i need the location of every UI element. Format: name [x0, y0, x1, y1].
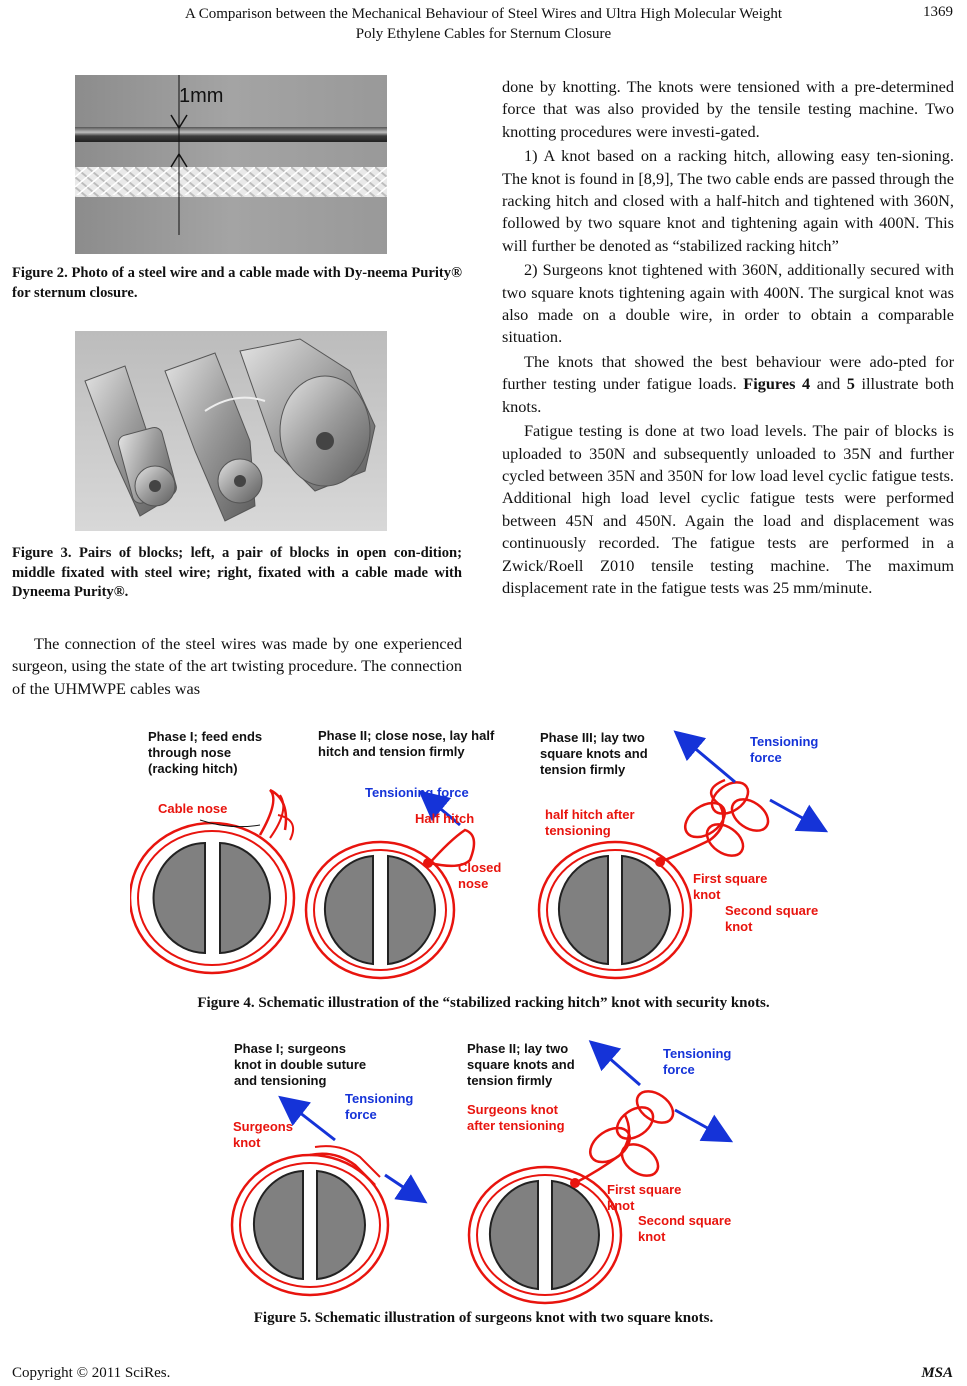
fig5-first-square-l1: First square [607, 1182, 682, 1197]
right-paragraph-3 [502, 351, 954, 418]
fig5-phase2-l1: Phase II; lay two [467, 1041, 569, 1056]
fig4-half-hitch-after-l2: tensioning [545, 823, 611, 838]
fig5-tensioning1-l2: force [345, 1107, 377, 1122]
fig5-tensioning1-l1: Tensioning [345, 1091, 414, 1106]
fig4-tensioning3-l1: Tensioning [750, 734, 819, 749]
fig5-surgeons-after-l2: after tensioning [467, 1118, 565, 1133]
fig5-phase1-l3: and tensioning [234, 1073, 327, 1088]
fig5-tensioning2-l2: force [663, 1062, 695, 1077]
right-column-text [502, 76, 954, 599]
fig5-second-square-l2: knot [638, 1229, 666, 1244]
p3-text-a: The knots that showed the best behaviour were ado-pted for further testing under fatigue loads. [502, 351, 954, 394]
fig5-first-square-l2: knot [607, 1198, 635, 1213]
left-column-text [12, 633, 462, 700]
figure-4-caption: Figure 4. Schematic illustration of the “stabilized racking hitch” knot with security knots. [197, 995, 770, 1011]
fig4-phase1-l3: (racking hitch) [148, 761, 238, 776]
figure-4-diagram [130, 720, 830, 990]
fig4-phase3-l3: tension firmly [540, 762, 626, 777]
right-paragraph-4: Fatigue testing is done at two load levels. The pair of blocks is uploaded to 350N and subsequently unloaded to 35N and further cycled between 35N and 350N for low load level cyclic fatigue tests. Additional high load level cyclic fatigue tests were performed between 45N and 450N. Again the load and displacement was continuously recorded. The fatigue tests are performed in a Zwick/Roell Z010 tensile testing machine. The maximum displacement rate in the fatigue tests was 25 mm/minute. [502, 421, 954, 597]
fig4-second-square-l1: Second square [725, 903, 819, 918]
fig5-phase2-l3: tension firmly [467, 1073, 553, 1088]
fig5-surgeons-knot-l1: Surgeons [233, 1119, 293, 1134]
fig5-phase2-l2: square knots and [467, 1057, 575, 1072]
sternum-left-half [154, 843, 205, 953]
fig4-half-hitch-after-l1: half hitch after [545, 807, 635, 822]
fig4-phase2-l2: hitch and tension firmly [318, 744, 465, 759]
sternum-right-half [220, 843, 270, 953]
scale-label: 1mm [179, 85, 224, 107]
fig4-closed-nose-l1: Closed [458, 860, 502, 875]
right-paragraph-2: 2) Surgeons knot tightened with 360N, additionally secured with two square knots tightening again with 400N. The surgical knot was also made on a double wire, in order to obtain a comparable situation. [502, 260, 954, 347]
fig5-phase1-l2: knot in double suture [234, 1057, 367, 1072]
left-paragraph: The connection of the steel wires was made by one experienced surgeon, using the state of the art twisting procedure. The connection of the UHMWPE cables was [12, 634, 462, 698]
figure-2-caption: Figure 2. Photo of a steel wire and a cable made with Dy-neema Purity® for sternum closure. [12, 265, 462, 301]
right-paragraph-1: 1) A knot based on a racking hitch, allowing easy ten-sioning. The knot is found in [8,9], The two cable ends are passed through the racking hitch and closed with a half-hitch and tightened with 360N, followed by two square knot and tightening again with 400N. This will further be denoted as “stabilized racking hitch” [502, 146, 954, 255]
fig4-second-square-l2: knot [725, 919, 753, 934]
figure-2-photo [75, 75, 387, 254]
figure-5-diagram [225, 1035, 765, 1305]
fig5-surgeons-knot-l2: knot [233, 1135, 261, 1150]
fig4-cable-nose: Cable nose [158, 801, 228, 816]
figure-5-caption: Figure 5. Schematic illustration of surgeons knot with two square knots. [253, 1310, 714, 1326]
fig5-surgeons-after-l1: Surgeons knot [467, 1102, 559, 1117]
header-line-2: Poly Ethylene Cables for Sternum Closure [355, 26, 612, 42]
fig4-half-hitch: Half hitch [415, 811, 475, 826]
fig4-phase3-l2: square knots and [540, 746, 648, 761]
right-paragraph-0: done by knotting. The knots were tensioned with a pre-determined force that was also provided by the tensile testing machine. Two knotting procedures were investi-gated. [502, 77, 954, 141]
fig4-closed-nose-l2: nose [458, 876, 489, 891]
copyright: Copyright © 2011 SciRes. [12, 1365, 171, 1381]
fig4-phase2-l1: Phase II; close nose, lay half [318, 728, 495, 743]
fig5-tensioning2-l1: Tensioning [663, 1046, 732, 1061]
fig4-panel-1 [130, 790, 294, 973]
page-number: 1369 [923, 4, 953, 20]
p3-text-b: illustrate both knots. [502, 374, 954, 416]
fig4-tensioning3-l2: force [750, 750, 782, 765]
fig4-first-square-l1: First square [693, 871, 768, 886]
fig4-phase1-l1: Phase I; feed ends [148, 729, 263, 744]
fig5-phase1-l1: Phase I; surgeons [234, 1041, 346, 1056]
journal-abbrev: MSA [921, 1365, 953, 1381]
figure-5-ref[interactable]: 5 [846, 374, 855, 394]
fig4-tensioning-force: Tensioning force [365, 785, 469, 800]
fig4-first-square-l2: knot [693, 887, 721, 902]
figure-3-caption: Figure 3. Pairs of blocks; left, a pair of blocks in open con-dition; middle fixated with steel wire; right, fixated with a cable made with Dyneema Purity®. [12, 545, 462, 601]
figure-3-photo [75, 331, 387, 531]
fig4-phase1-l2: through nose [148, 745, 232, 760]
fig4-panel-2 [306, 800, 474, 978]
p3-text-and: and [810, 374, 847, 394]
fig5-second-square-l1: Second square [638, 1213, 732, 1228]
header-line-1: A Comparison between the Mechanical Behaviour of Steel Wires and Ultra High Molecular Weight [184, 6, 783, 22]
figure-4-ref[interactable]: Figures 4 [743, 374, 811, 394]
running-header [0, 4, 967, 44]
fig4-phase3-l1: Phase III; lay two [540, 730, 645, 745]
